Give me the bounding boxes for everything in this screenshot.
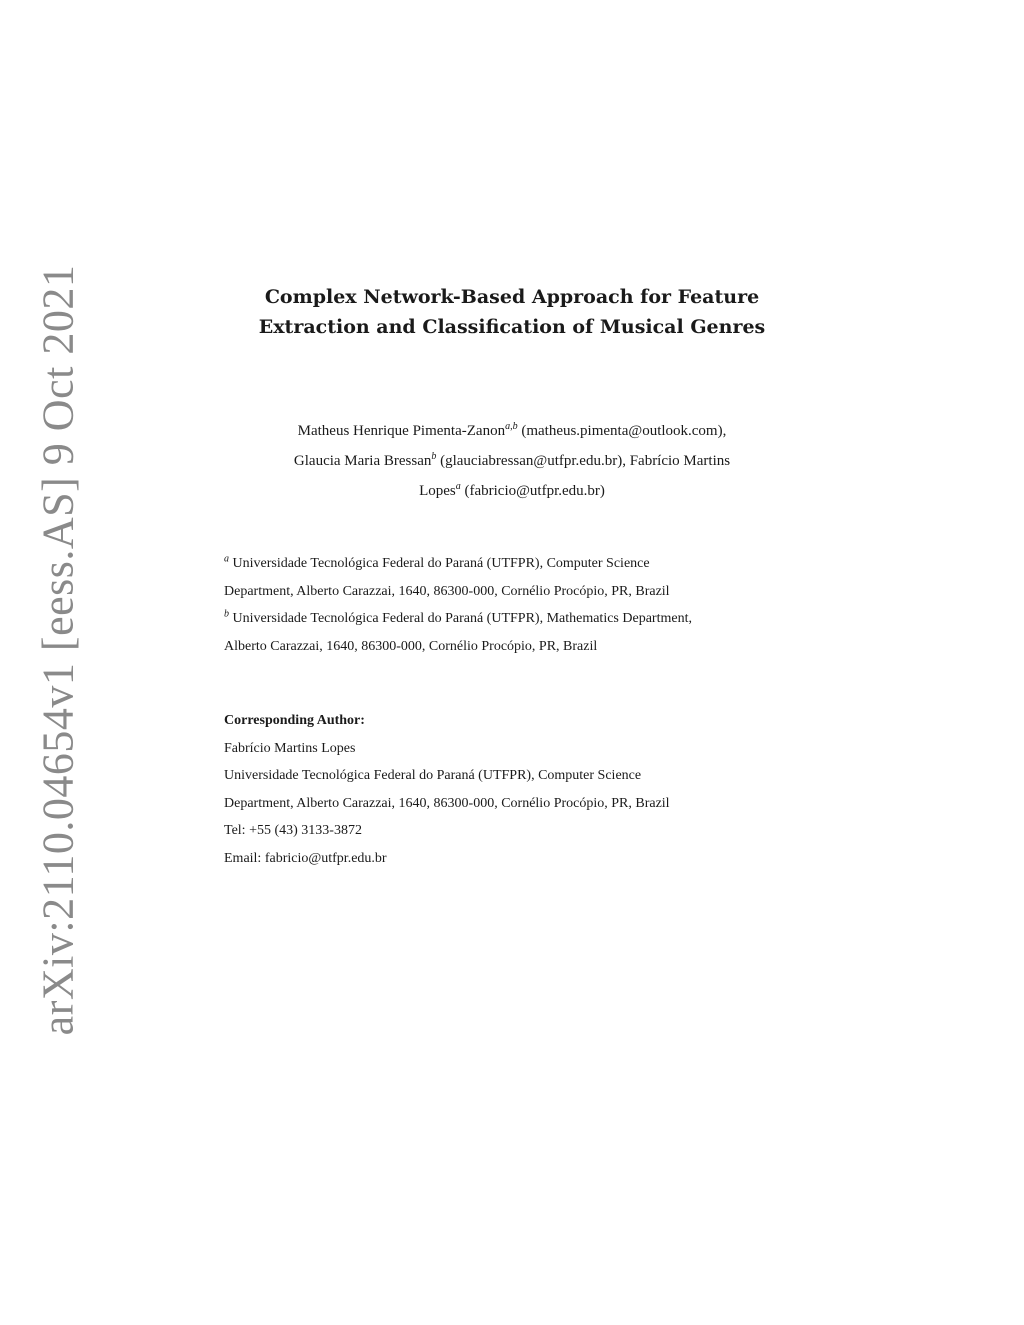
author-3-name: Lopes [419, 483, 456, 499]
corresponding-author-heading: Corresponding Author: [224, 713, 365, 728]
corresponding-tel: Tel: +55 (43) 3133-3872 [224, 823, 362, 838]
corresponding-author-name: Fabrício Martins Lopes [224, 740, 356, 756]
author-2-name: Glaucia Maria Bressan [293, 453, 432, 469]
author-1-name: Matheus Henrique Pimenta-Zanon [297, 423, 506, 439]
author-line-1 [0, 416, 1024, 446]
title-line-2: Extraction and Classification of Musical Genres [258, 316, 766, 338]
paper-title [0, 282, 1024, 342]
author-1-email: (matheus.pimenta@outlook.com), [517, 423, 727, 439]
affiliations [224, 550, 824, 660]
corresponding-address-line-2: Department, Alberto Carazzai, 1640, 86300-000, Cornélio Procópio, PR, Brazil [224, 795, 670, 811]
corresponding-author-block [224, 707, 824, 872]
affiliation-b-text: Universidade Tecnológica Federal do Paraná (UTFPR), Mathematics Department, [229, 611, 692, 626]
author-list [0, 416, 1024, 506]
author-1-affiliation-marker: a,b [505, 421, 518, 432]
affiliation-a-line-1 [224, 550, 824, 578]
affiliation-b-line-2: Alberto Carazzai, 1640, 86300-000, Cornélio Procópio, PR, Brazil [224, 638, 598, 654]
author-3-affiliation-marker: a [455, 481, 461, 492]
affiliation-b-marker: b [224, 608, 229, 620]
author-3-email: (fabricio@utfpr.edu.br) [460, 483, 605, 499]
author-2-affiliation-marker: b [431, 451, 437, 462]
corresponding-address-line-1: Universidade Tecnológica Federal do Paraná (UTFPR), Computer Science [224, 768, 642, 783]
affiliation-b-line-1 [224, 605, 824, 633]
affiliation-a-text: Universidade Tecnológica Federal do Paraná (UTFPR), Computer Science [229, 556, 650, 571]
affiliation-a-marker: a [224, 553, 229, 565]
arxiv-identifier: arXiv:2110.04654v1 [eess.AS] 9 Oct 2021 [33, 264, 83, 1036]
author-line-2 [0, 446, 1024, 476]
title-line-1: Complex Network-Based Approach for Feature [264, 286, 760, 308]
author-line-3 [0, 476, 1024, 506]
author-2-email: (glauciabressan@utfpr.edu.br), Fabrício Martins [436, 453, 731, 469]
corresponding-email: Email: fabricio@utfpr.edu.br [224, 850, 387, 866]
affiliation-a-line-2: Department, Alberto Carazzai, 1640, 86300-000, Cornélio Procópio, PR, Brazil [224, 583, 670, 599]
